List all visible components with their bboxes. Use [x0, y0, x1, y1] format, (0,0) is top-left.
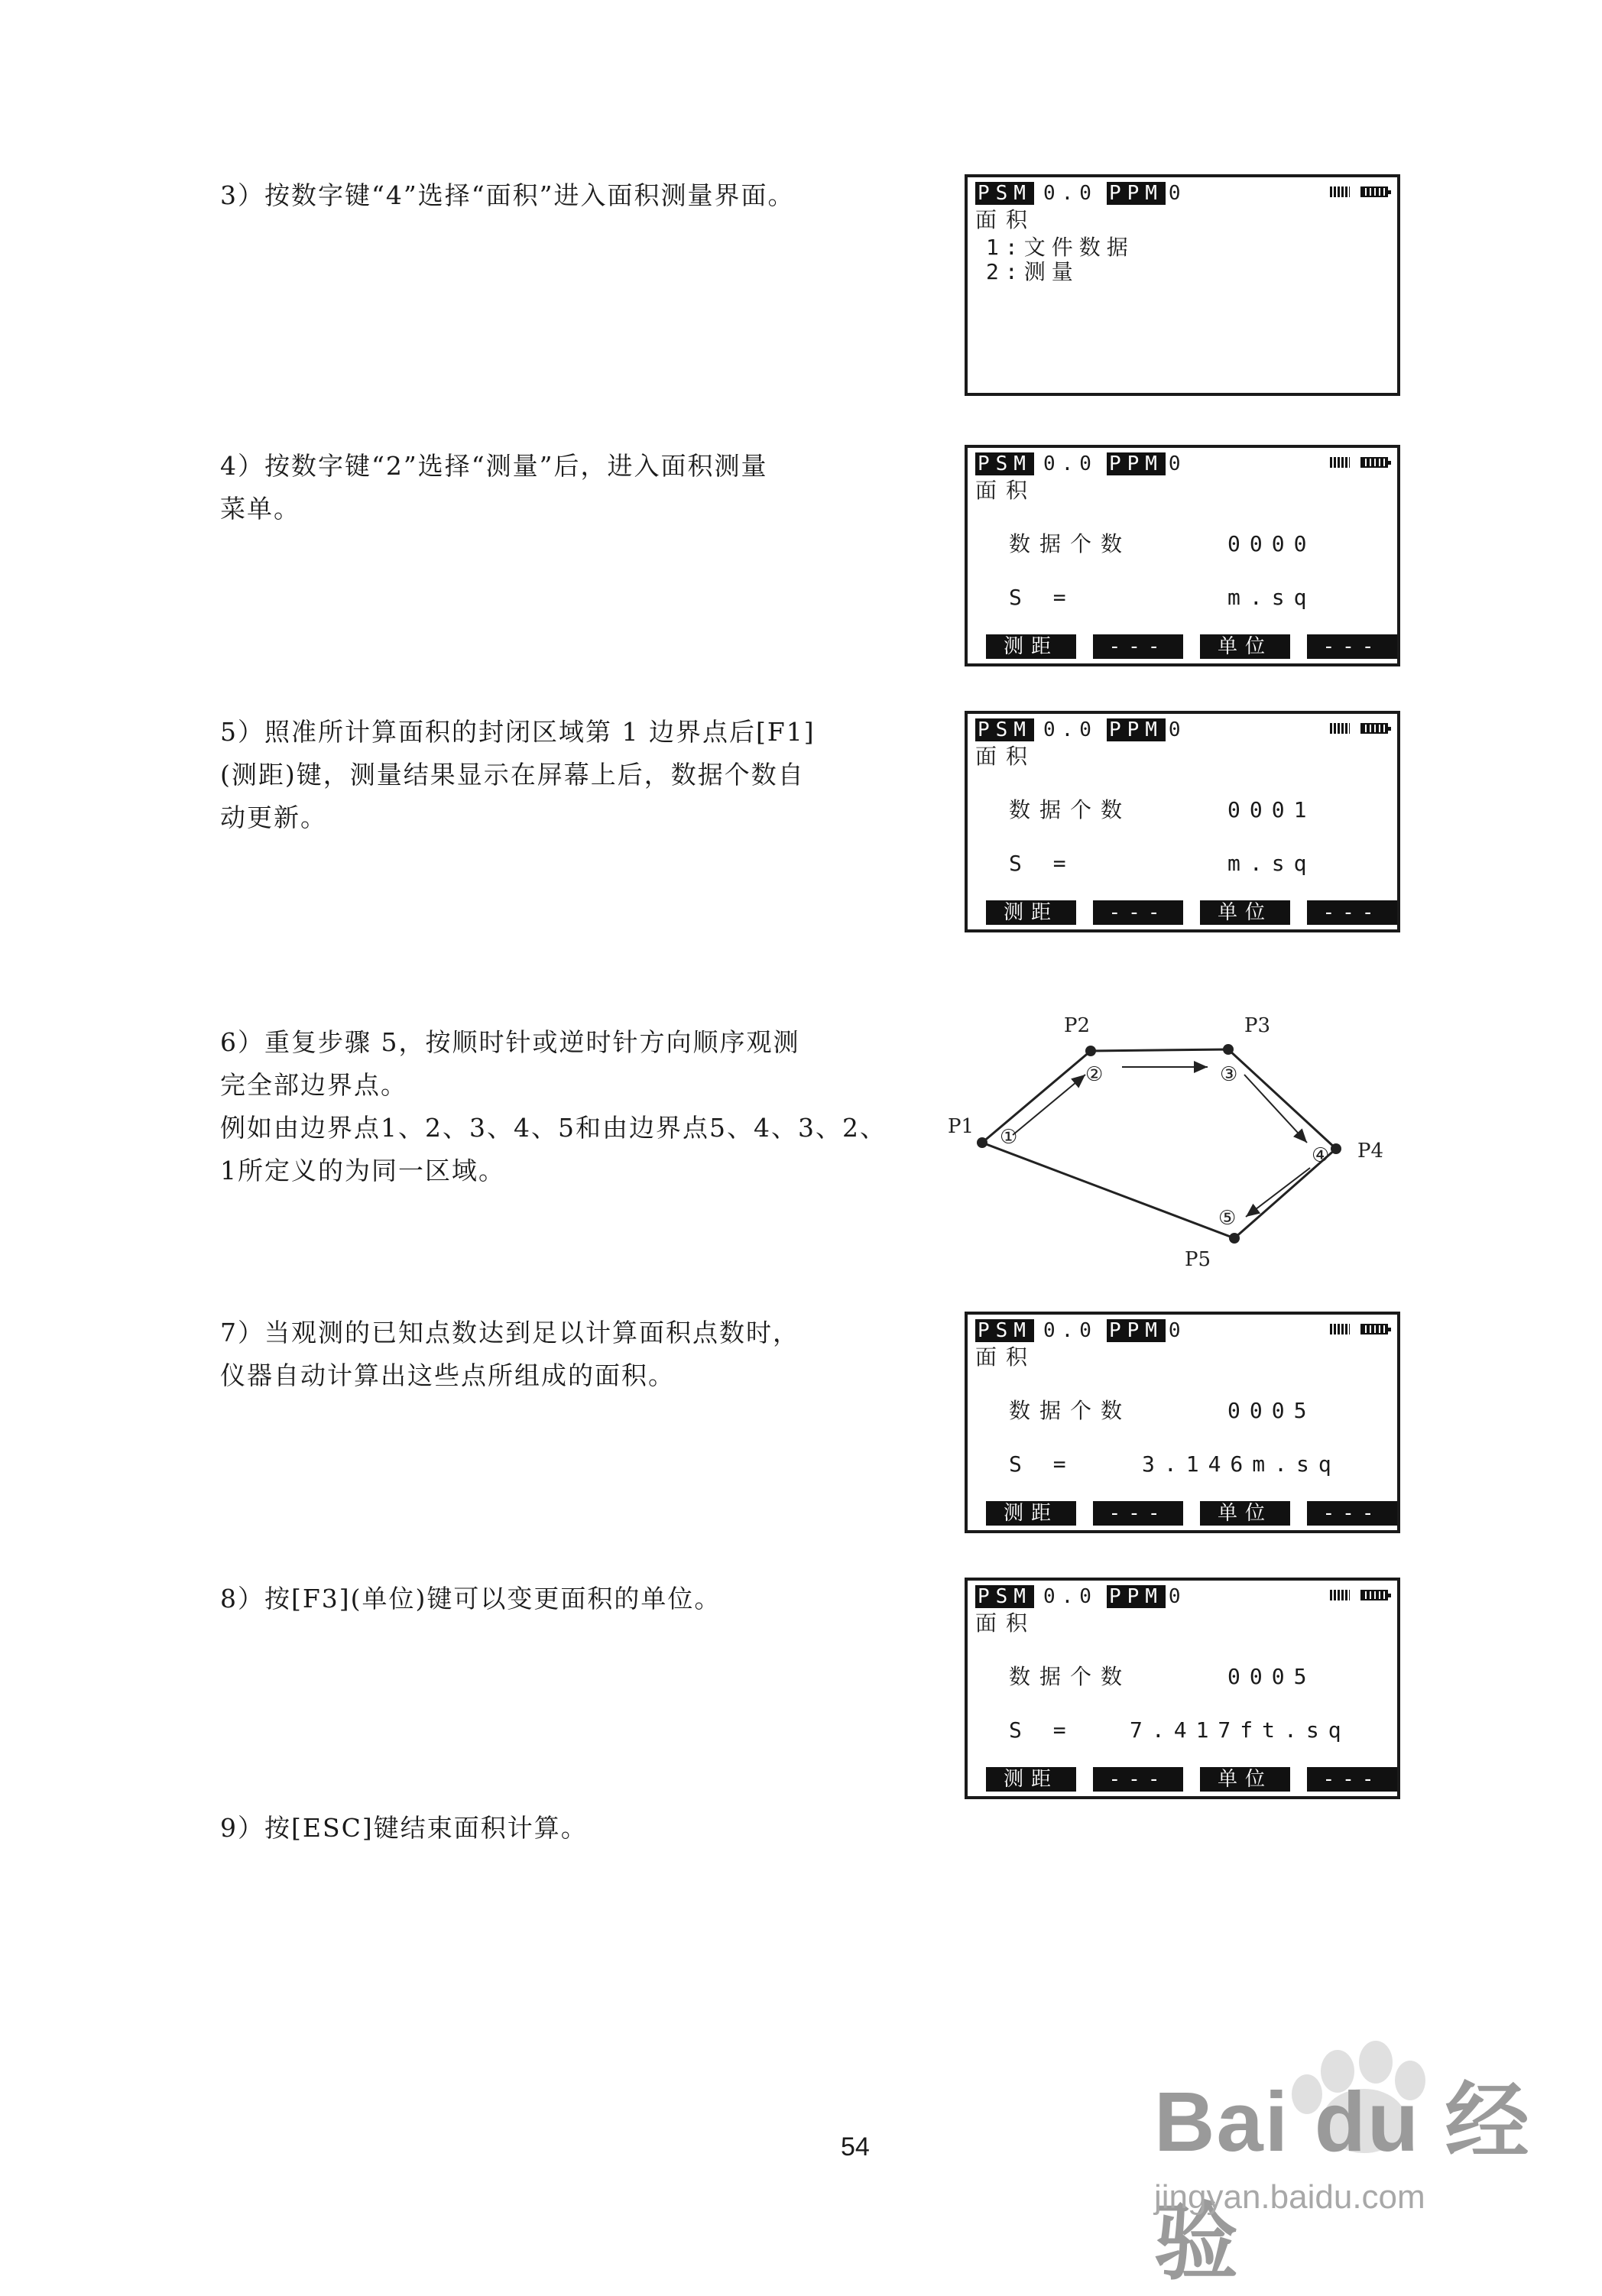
signal-icon	[1330, 723, 1350, 734]
lcd-screen-area-result-ft	[965, 1578, 1400, 1799]
step-6-line-3: 例如由边界点1、2、3、4、5和由边界点5、4、3、2、	[220, 1113, 887, 1143]
softkey-f4[interactable]: ---	[1307, 900, 1397, 925]
softkey-f4[interactable]: ---	[1307, 1767, 1397, 1792]
menu-item-file-data[interactable]: 1:文件数据	[986, 235, 1134, 260]
area-label: S =	[1009, 1451, 1075, 1477]
step-6-line-2: 完全部边界点。	[220, 1070, 407, 1100]
softkey-bar	[986, 634, 1397, 659]
softkey-bar	[986, 900, 1397, 925]
softkey-f1-measure[interactable]: 测距	[986, 1767, 1076, 1792]
battery-icon	[1360, 186, 1388, 197]
circle-label-2: ②	[1085, 1063, 1104, 1086]
ppm-label: PPM	[1107, 1319, 1166, 1342]
step-4-line-2: 菜单。	[220, 494, 300, 524]
step-5-line-3: 动更新。	[220, 803, 327, 832]
label-p2: P2	[1064, 1014, 1091, 1037]
lcd-screen-area-measure-0	[965, 445, 1400, 666]
ppm-value: 0	[1168, 1585, 1187, 1608]
label-p1: P1	[948, 1115, 974, 1138]
step-5-line-2: (测距)键，测量结果显示在屏幕上后，数据个数自	[220, 760, 805, 790]
watermark-url: jingyan.baidu.com	[1154, 2178, 1425, 2216]
ppm-value: 0	[1168, 182, 1187, 205]
screen-title: 面积	[975, 478, 1037, 503]
softkey-f1-measure[interactable]: 测距	[986, 900, 1076, 925]
step-8-text: 8）按[F3](单位)键可以变更面积的单位。	[220, 1584, 722, 1613]
signal-icon	[1330, 1324, 1350, 1334]
step-4	[220, 445, 908, 530]
watermark-logo: Bai du 经验	[1154, 2075, 1531, 2290]
psm-value: 0.0	[1043, 1319, 1098, 1342]
psm-value: 0.0	[1043, 718, 1098, 741]
screen-title: 面积	[975, 744, 1037, 769]
point-p3	[1223, 1044, 1234, 1055]
ppm-label: PPM	[1107, 718, 1166, 741]
arrow-1-2	[1013, 1075, 1085, 1135]
softkey-f3-unit[interactable]: 单位	[1200, 900, 1290, 925]
softkey-bar	[986, 1767, 1397, 1792]
lcd-screen-area-measure-1	[965, 711, 1400, 932]
boundary-polygon-diagram	[940, 1001, 1429, 1284]
psm-value: 0.0	[1043, 182, 1098, 205]
screen-title: 面积	[975, 207, 1037, 232]
softkey-f2[interactable]: ---	[1093, 1501, 1183, 1526]
data-count-label: 数据个数	[1009, 1664, 1132, 1689]
ppm-value: 0	[1168, 452, 1187, 475]
status-bar	[975, 718, 1196, 741]
circle-label-1: ①	[1000, 1126, 1018, 1149]
area-label: S =	[1009, 1717, 1075, 1743]
softkey-f4[interactable]: ---	[1307, 634, 1397, 659]
status-bar	[975, 1319, 1196, 1342]
battery-icon	[1360, 1590, 1388, 1600]
psm-value: 0.0	[1043, 1585, 1098, 1608]
data-count-value: 0000	[1227, 531, 1316, 556]
status-bar	[975, 452, 1196, 475]
menu-item-measure[interactable]: 2:测量	[986, 259, 1079, 284]
softkey-f2[interactable]: ---	[1093, 1767, 1183, 1792]
label-p4: P4	[1357, 1140, 1384, 1163]
softkey-f1-measure[interactable]: 测距	[986, 1501, 1076, 1526]
step-7-line-2: 仪器自动计算出这些点所组成的面积。	[220, 1360, 675, 1390]
data-count-value: 0005	[1227, 1664, 1316, 1689]
status-icons	[1330, 1590, 1388, 1600]
circle-label-3: ③	[1220, 1063, 1238, 1086]
point-p1	[977, 1137, 987, 1148]
data-count-label: 数据个数	[1009, 797, 1132, 822]
status-bar	[975, 1585, 1196, 1608]
area-value: 7.417ft.sq	[1130, 1717, 1351, 1743]
psm-label: PSM	[975, 1319, 1034, 1342]
status-bar	[975, 182, 1196, 205]
polygon-outline	[982, 1049, 1336, 1238]
point-p4	[1331, 1143, 1341, 1154]
step-3	[220, 174, 908, 217]
step-3-text: 3）按数字键“4”选择“面积”进入面积测量界面。	[220, 180, 795, 210]
softkey-f2[interactable]: ---	[1093, 900, 1183, 925]
softkey-f3-unit[interactable]: 单位	[1200, 634, 1290, 659]
page-number: 54	[841, 2132, 870, 2161]
label-p5: P5	[1185, 1248, 1211, 1271]
softkey-f1-measure[interactable]: 测距	[986, 634, 1076, 659]
battery-icon	[1360, 457, 1388, 468]
psm-value: 0.0	[1043, 452, 1098, 475]
ppm-value: 0	[1168, 1319, 1187, 1342]
softkey-f3-unit[interactable]: 单位	[1200, 1501, 1290, 1526]
step-7	[220, 1312, 908, 1397]
step-4-line-1: 4）按数字键“2”选择“测量”后，进入面积测量	[220, 451, 768, 481]
area-value: m.sq	[1227, 851, 1316, 876]
screen-title: 面积	[975, 1344, 1037, 1370]
step-5-line-1: 5）照准所计算面积的封闭区域第 1 边界点后[F1]	[220, 717, 816, 747]
step-5	[220, 711, 908, 839]
step-9	[220, 1807, 908, 1850]
data-count-value: 0001	[1227, 797, 1316, 822]
step-6-line-4: 1所定义的为同一区域。	[220, 1156, 505, 1185]
ppm-label: PPM	[1107, 1585, 1166, 1608]
psm-label: PSM	[975, 1585, 1034, 1608]
ppm-value: 0	[1168, 718, 1187, 741]
label-p3: P3	[1244, 1014, 1271, 1037]
softkey-bar	[986, 1501, 1397, 1526]
screen-title: 面积	[975, 1610, 1037, 1636]
circle-label-4: ④	[1312, 1144, 1330, 1167]
area-value: m.sq	[1227, 585, 1316, 610]
arrow-4-5	[1246, 1168, 1310, 1217]
area-value: 3.146m.sq	[1142, 1451, 1341, 1477]
lcd-screen-area-result-m	[965, 1312, 1400, 1533]
point-p2	[1085, 1046, 1096, 1056]
psm-label: PSM	[975, 182, 1034, 205]
step-6	[220, 1021, 908, 1192]
signal-icon	[1330, 186, 1350, 197]
area-label: S =	[1009, 851, 1075, 876]
softkey-f3-unit[interactable]: 单位	[1200, 1767, 1290, 1792]
data-count-label: 数据个数	[1009, 1398, 1132, 1423]
point-p5	[1229, 1233, 1240, 1244]
data-count-value: 0005	[1227, 1398, 1316, 1423]
step-8	[220, 1578, 908, 1620]
step-7-line-1: 7）当观测的已知点数达到足以计算面积点数时，	[220, 1318, 799, 1347]
softkey-f4[interactable]: ---	[1307, 1501, 1397, 1526]
battery-icon	[1360, 723, 1388, 734]
signal-icon	[1330, 457, 1350, 468]
step-6-line-1: 6）重复步骤 5，按顺时针或逆时针方向顺序观测	[220, 1027, 800, 1057]
status-icons	[1330, 457, 1388, 468]
status-icons	[1330, 723, 1388, 734]
psm-label: PSM	[975, 718, 1034, 741]
circle-label-5: ⑤	[1218, 1207, 1237, 1230]
step-9-text: 9）按[ESC]键结束面积计算。	[220, 1813, 588, 1843]
battery-icon	[1360, 1324, 1388, 1334]
status-icons	[1330, 1324, 1388, 1334]
arrow-3-4	[1244, 1075, 1307, 1143]
signal-icon	[1330, 1590, 1350, 1600]
softkey-f2[interactable]: ---	[1093, 634, 1183, 659]
psm-label: PSM	[975, 452, 1034, 475]
status-icons	[1330, 186, 1388, 197]
data-count-label: 数据个数	[1009, 531, 1132, 556]
lcd-screen-area-menu	[965, 174, 1400, 396]
ppm-label: PPM	[1107, 452, 1166, 475]
area-label: S =	[1009, 585, 1075, 610]
ppm-label: PPM	[1107, 182, 1166, 205]
